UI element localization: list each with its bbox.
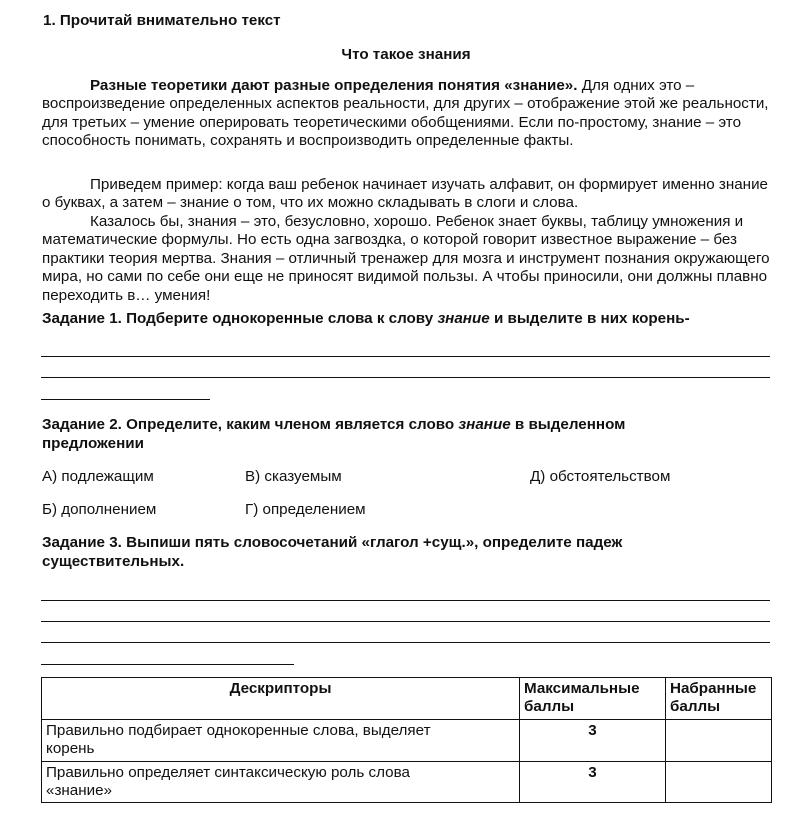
worksheet-heading: 1. Прочитай внимательно текст: [43, 12, 281, 29]
task-1-prefix: Задание 1. Подберите однокоренные слова к слову: [42, 310, 438, 327]
table-row: [42, 719, 772, 761]
option-b[interactable]: Б) дополнением: [42, 501, 157, 518]
descriptor-table: [41, 677, 772, 803]
header-descriptors: [42, 678, 520, 720]
table-row: [42, 761, 772, 803]
answer-line[interactable]: [41, 621, 770, 622]
header-max-label-1: Максимальные: [524, 680, 640, 697]
descriptor-text: Правильно определяет синтаксическую роль слова: [46, 763, 410, 781]
task-2-prompt: [42, 416, 625, 433]
answer-line[interactable]: [41, 356, 770, 357]
answer-line[interactable]: [41, 642, 770, 643]
answer-line[interactable]: [41, 377, 770, 378]
header-earned-label-1: Набранные: [670, 680, 757, 697]
answer-line[interactable]: [41, 600, 770, 601]
descriptor-cell: [42, 719, 520, 761]
earned-points-cell[interactable]: [666, 761, 772, 803]
earned-points-cell[interactable]: [666, 719, 772, 761]
task-2-prefix: Задание 2. Определите, каким членом является слово: [42, 416, 459, 433]
descriptor-cell: [42, 761, 520, 803]
task-2-word: знание: [458, 416, 511, 433]
descriptor-text: Правильно подбирает однокоренные слова, выделяет: [46, 721, 431, 739]
task-1-suffix: и выделите в них корень-: [489, 310, 690, 327]
max-points-cell: 3: [520, 719, 666, 761]
header-max-points: [520, 678, 666, 720]
header-descriptors-label: Дескрипторы: [229, 680, 332, 697]
header-earned-points: [666, 678, 772, 720]
task-3-prompt-line-2: существительных.: [42, 553, 185, 570]
task-1-prompt: [42, 310, 690, 327]
descriptor-text: корень: [46, 740, 95, 758]
paragraph-1-text: Для одних это – воспроизведение определенных аспектов реальности, для других – отображение этой же реальности, для третьих – умение оперировать теоретическими обобщениями. Если по-простому, знание – это способность понимать, сохранять и воспроизводить определенные факты.: [42, 77, 769, 150]
answer-line[interactable]: [41, 664, 294, 665]
text-title: Что такое знания: [341, 46, 471, 63]
paragraph-1: [42, 77, 770, 151]
option-d[interactable]: Д) обстоятельством: [530, 468, 671, 485]
header-max-label-2: баллы: [524, 698, 575, 716]
task-3-prompt: Задание 3. Выпиши пять словосочетаний «глагол +сущ.», определите падеж: [42, 534, 623, 551]
table-header-row: [42, 678, 772, 720]
option-v[interactable]: В) сказуемым: [245, 468, 342, 485]
paragraph-1-bold-sentence: Разные теоретики дают разные определения понятия «знание».: [90, 77, 578, 94]
header-earned-label-2: баллы: [670, 698, 721, 716]
answer-line[interactable]: [41, 399, 210, 400]
task-2-suffix: в выделенном: [510, 416, 626, 433]
descriptor-text: «знание»: [46, 782, 113, 800]
paragraph-2: Приведем пример: когда ваш ребенок начинает изучать алфавит, он формирует именно знание о буквах, а затем – знание о том, что их можно складывать в слоги и слова.: [42, 176, 768, 212]
task-2-prompt-line-2: предложении: [42, 435, 144, 452]
option-a[interactable]: А) подлежащим: [42, 468, 154, 485]
option-g[interactable]: Г) определением: [245, 501, 366, 518]
task-1-word: знание: [437, 310, 490, 327]
max-points-cell: 3: [520, 761, 666, 803]
paragraph-3: Казалось бы, знания – это, безусловно, хорошо. Ребенок знает буквы, таблицу умножения и математические формулы. Но есть одна загвоздка, о которой говорит известное выражение – без практики теория мертва. Знания – отличный тренажер для мозга и инструмент познания окружающего мира, но сами по себе они еще не приносят видимой пользы. А чтобы приносили, они должны плавно переходить в… умения!: [42, 213, 770, 304]
